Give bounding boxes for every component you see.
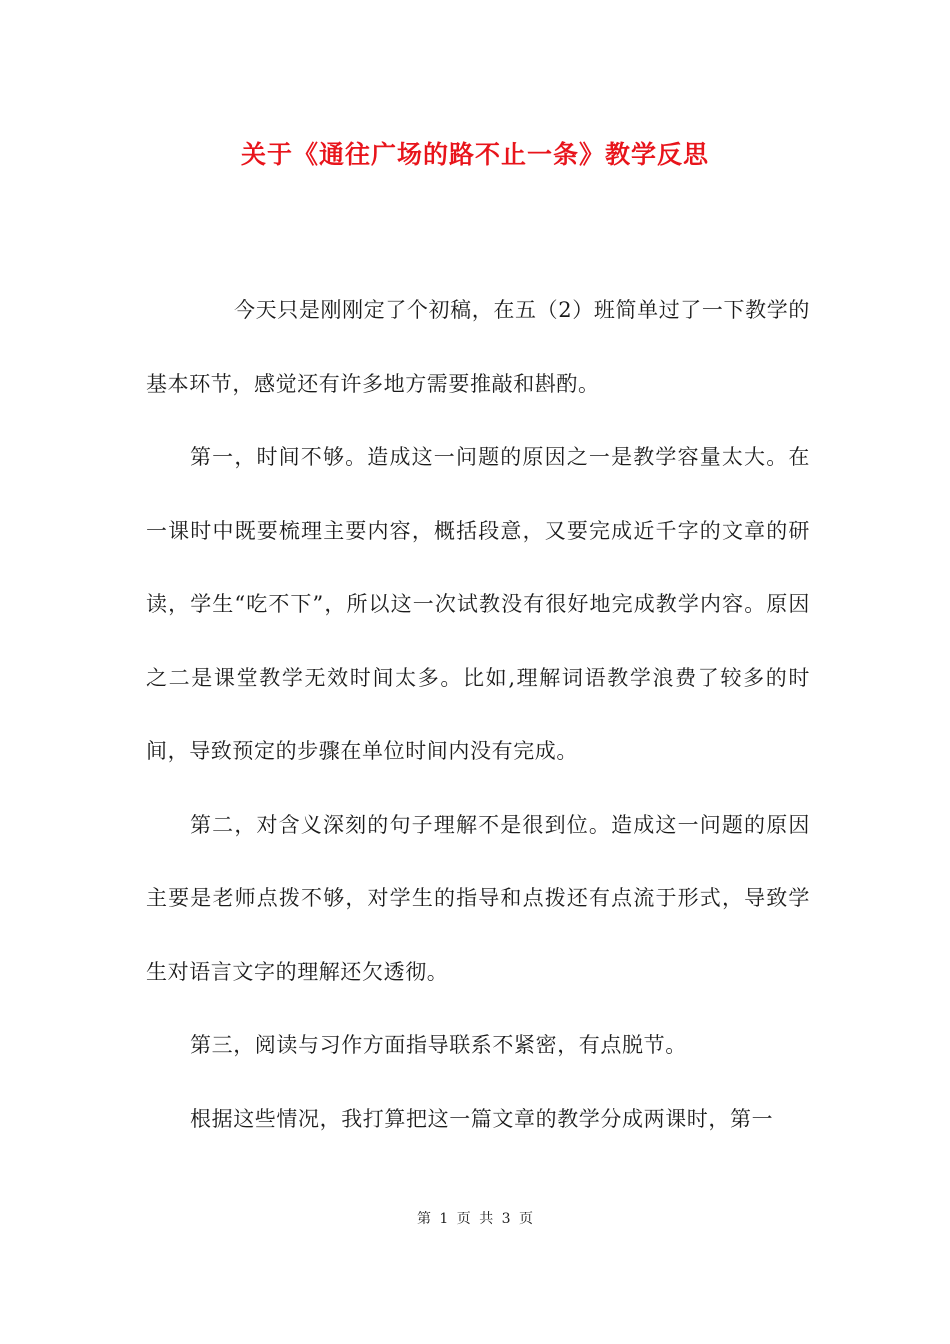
page-number-footer: 第 1 页 共 3 页 [416, 1211, 534, 1227]
paragraph-intro: 今天只是刚刚定了个初稿，在五（2）班简单过了一下教学的基本环节，感觉还有许多地方需要推敲和斟酌。 [146, 298, 810, 396]
document-body [146, 274, 810, 1156]
document-title: 关于《通往广场的路不止一条》教学反思 [240, 140, 709, 169]
paragraph-point-one: 第一，时间不够。造成这一问题的原因之一是教学容量太大。在一课时中既要梳理主要内容，概括段意，又要完成近千字的文章的研读，学生“吃不下”，所以这一次试教没有很好地完成教学内容。原因之二是课堂教学无效时间太多。比如,理解词语教学浪费了较多的时间，导致预定的步骤在单位时间内没有完成。 [146, 445, 810, 763]
paragraph-plan: 根据这些情况，我打算把这一篇文章的教学分成两课时，第一 [190, 1106, 774, 1131]
paragraph-point-three: 第三，阅读与习作方面指导联系不紧密，有点脱节。 [190, 1033, 687, 1057]
paragraph-point-two: 第二，对含义深刻的句子理解不是很到位。造成这一问题的原因主要是老师点拨不够，对学生的指导和点拨还有点流于形式，导致学生对语言文字的理解还欠透彻。 [146, 812, 810, 984]
